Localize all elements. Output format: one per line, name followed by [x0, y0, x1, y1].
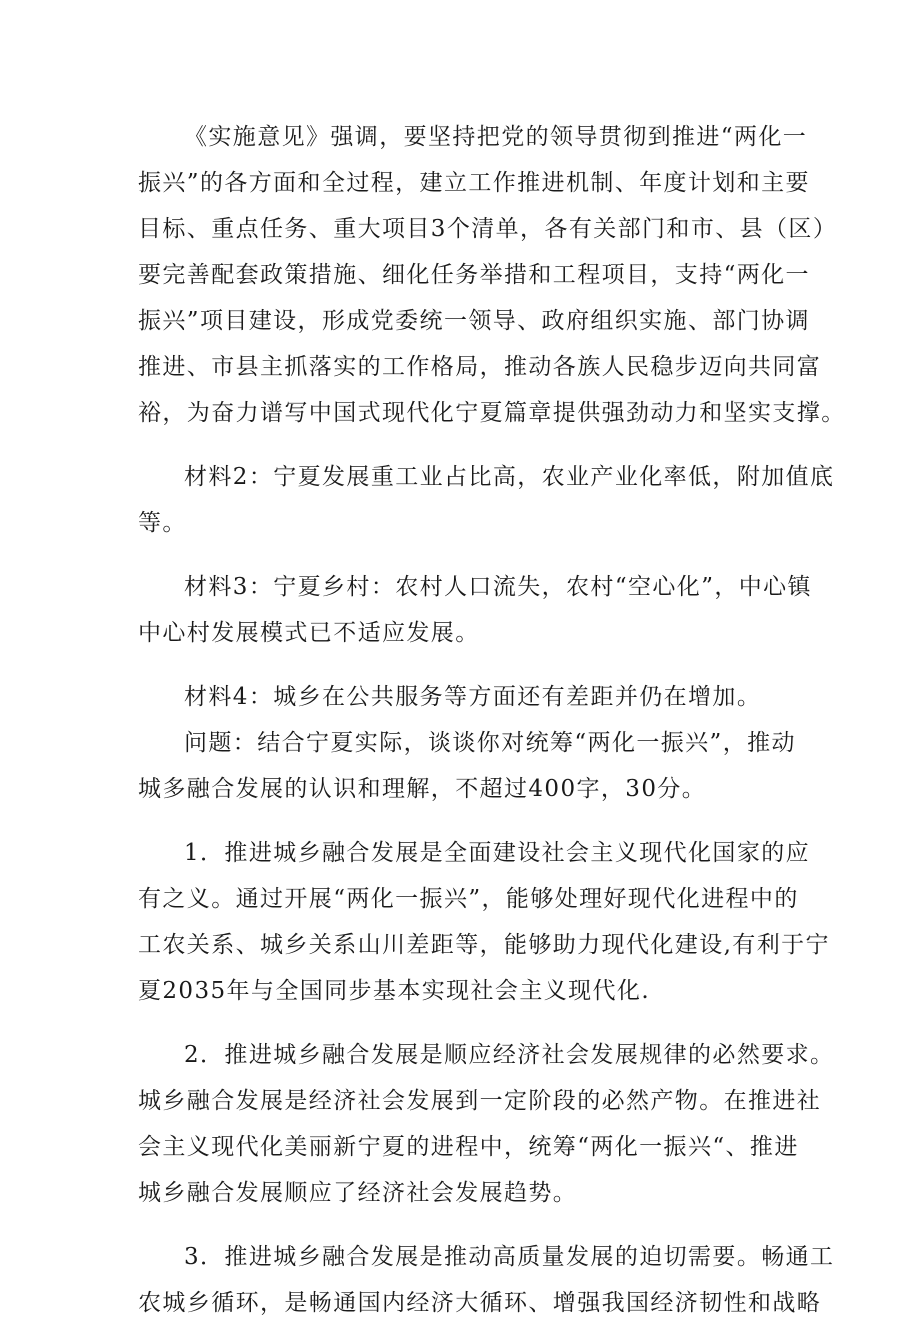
text-line: 等。	[138, 510, 187, 536]
text-line: 城乡融合发展顺应了经济社会发展趋势。	[138, 1180, 578, 1206]
text-line: 3．推进城乡融合发展是推动高质量发展的迫切需要。畅通工	[184, 1244, 835, 1270]
document-page	[138, 114, 846, 1326]
paragraph-material-2	[138, 454, 835, 546]
text-line: 振兴”的各方面和全过程，建立工作推进机制、年度计划和主要	[138, 170, 810, 196]
text-line: 目标、重点任务、重大项目3个清单，各有关部门和市、县（区）	[138, 216, 838, 242]
text-line: 1．推进城乡融合发展是全面建设社会主义现代化国家的应	[184, 840, 811, 866]
text-line: 材料4：城乡在公共服务等方面还有差距并仍在增加。	[184, 684, 762, 710]
text-line: 材料2：宁夏发展重工业占比高，农业产业化率低，附加值底	[184, 464, 835, 490]
text-line: 材料3：宁夏乡村：农村人口流失，农村“空心化”，中心镇	[184, 574, 812, 600]
text-line: 城多融合发展的认识和理解，不超过400字，30分。	[138, 776, 707, 802]
text-line: 推进、市县主抓落实的工作格局，推动各族人民稳步迈向共同富	[138, 354, 822, 380]
text-line: 问题：结合宁夏实际，谈谈你对统筹“两化一振兴”，推动	[184, 730, 796, 756]
text-line: 工农关系、城乡关系山川差距等，能够助力现代化建设,有利于宁	[138, 932, 830, 958]
text-line: 振兴”项目建设，形成党委统一领导、政府组织实施、部门协调	[138, 308, 810, 334]
text-line: 2．推进城乡融合发展是顺应经济社会发展规律的必然要求。	[184, 1042, 835, 1068]
paragraph-implementation-opinion	[138, 114, 846, 436]
text-line: 要完善配套政策措施、细化任务举措和工程项目，支持“两化一	[138, 262, 810, 288]
paragraph-material-4	[138, 674, 798, 720]
text-line: 中心村发展模式已不适应发展。	[138, 620, 480, 646]
text-line: 城乡融合发展是经济社会发展到一定阶段的必然产物。在推进社	[138, 1088, 822, 1114]
text-line: 会主义现代化美丽新宁夏的进程中，统筹“两化一振兴“、推进	[138, 1134, 799, 1160]
paragraph-answer-3	[138, 1234, 835, 1326]
paragraph-answer-2	[138, 1032, 835, 1216]
text-line: 夏2035年与全国同步基本实现社会主义现代化.	[138, 978, 651, 1004]
text-line: 有之义。通过开展“两化一振兴”，能够处理好现代化进程中的	[138, 886, 799, 912]
paragraph-question	[138, 720, 798, 812]
text-line: 裕，为奋力谱写中国式现代化宁夏篇章提供强劲动力和坚实支撑。	[138, 400, 846, 426]
paragraph-material-3	[138, 564, 812, 656]
paragraph-answer-1	[138, 830, 830, 1014]
text-line: 《实施意见》强调，要坚持把党的领导贯彻到推进“两化一	[184, 124, 808, 150]
text-line: 农城乡循环，是畅通国内经济大循环、增强我国经济韧性和战略	[138, 1290, 822, 1316]
